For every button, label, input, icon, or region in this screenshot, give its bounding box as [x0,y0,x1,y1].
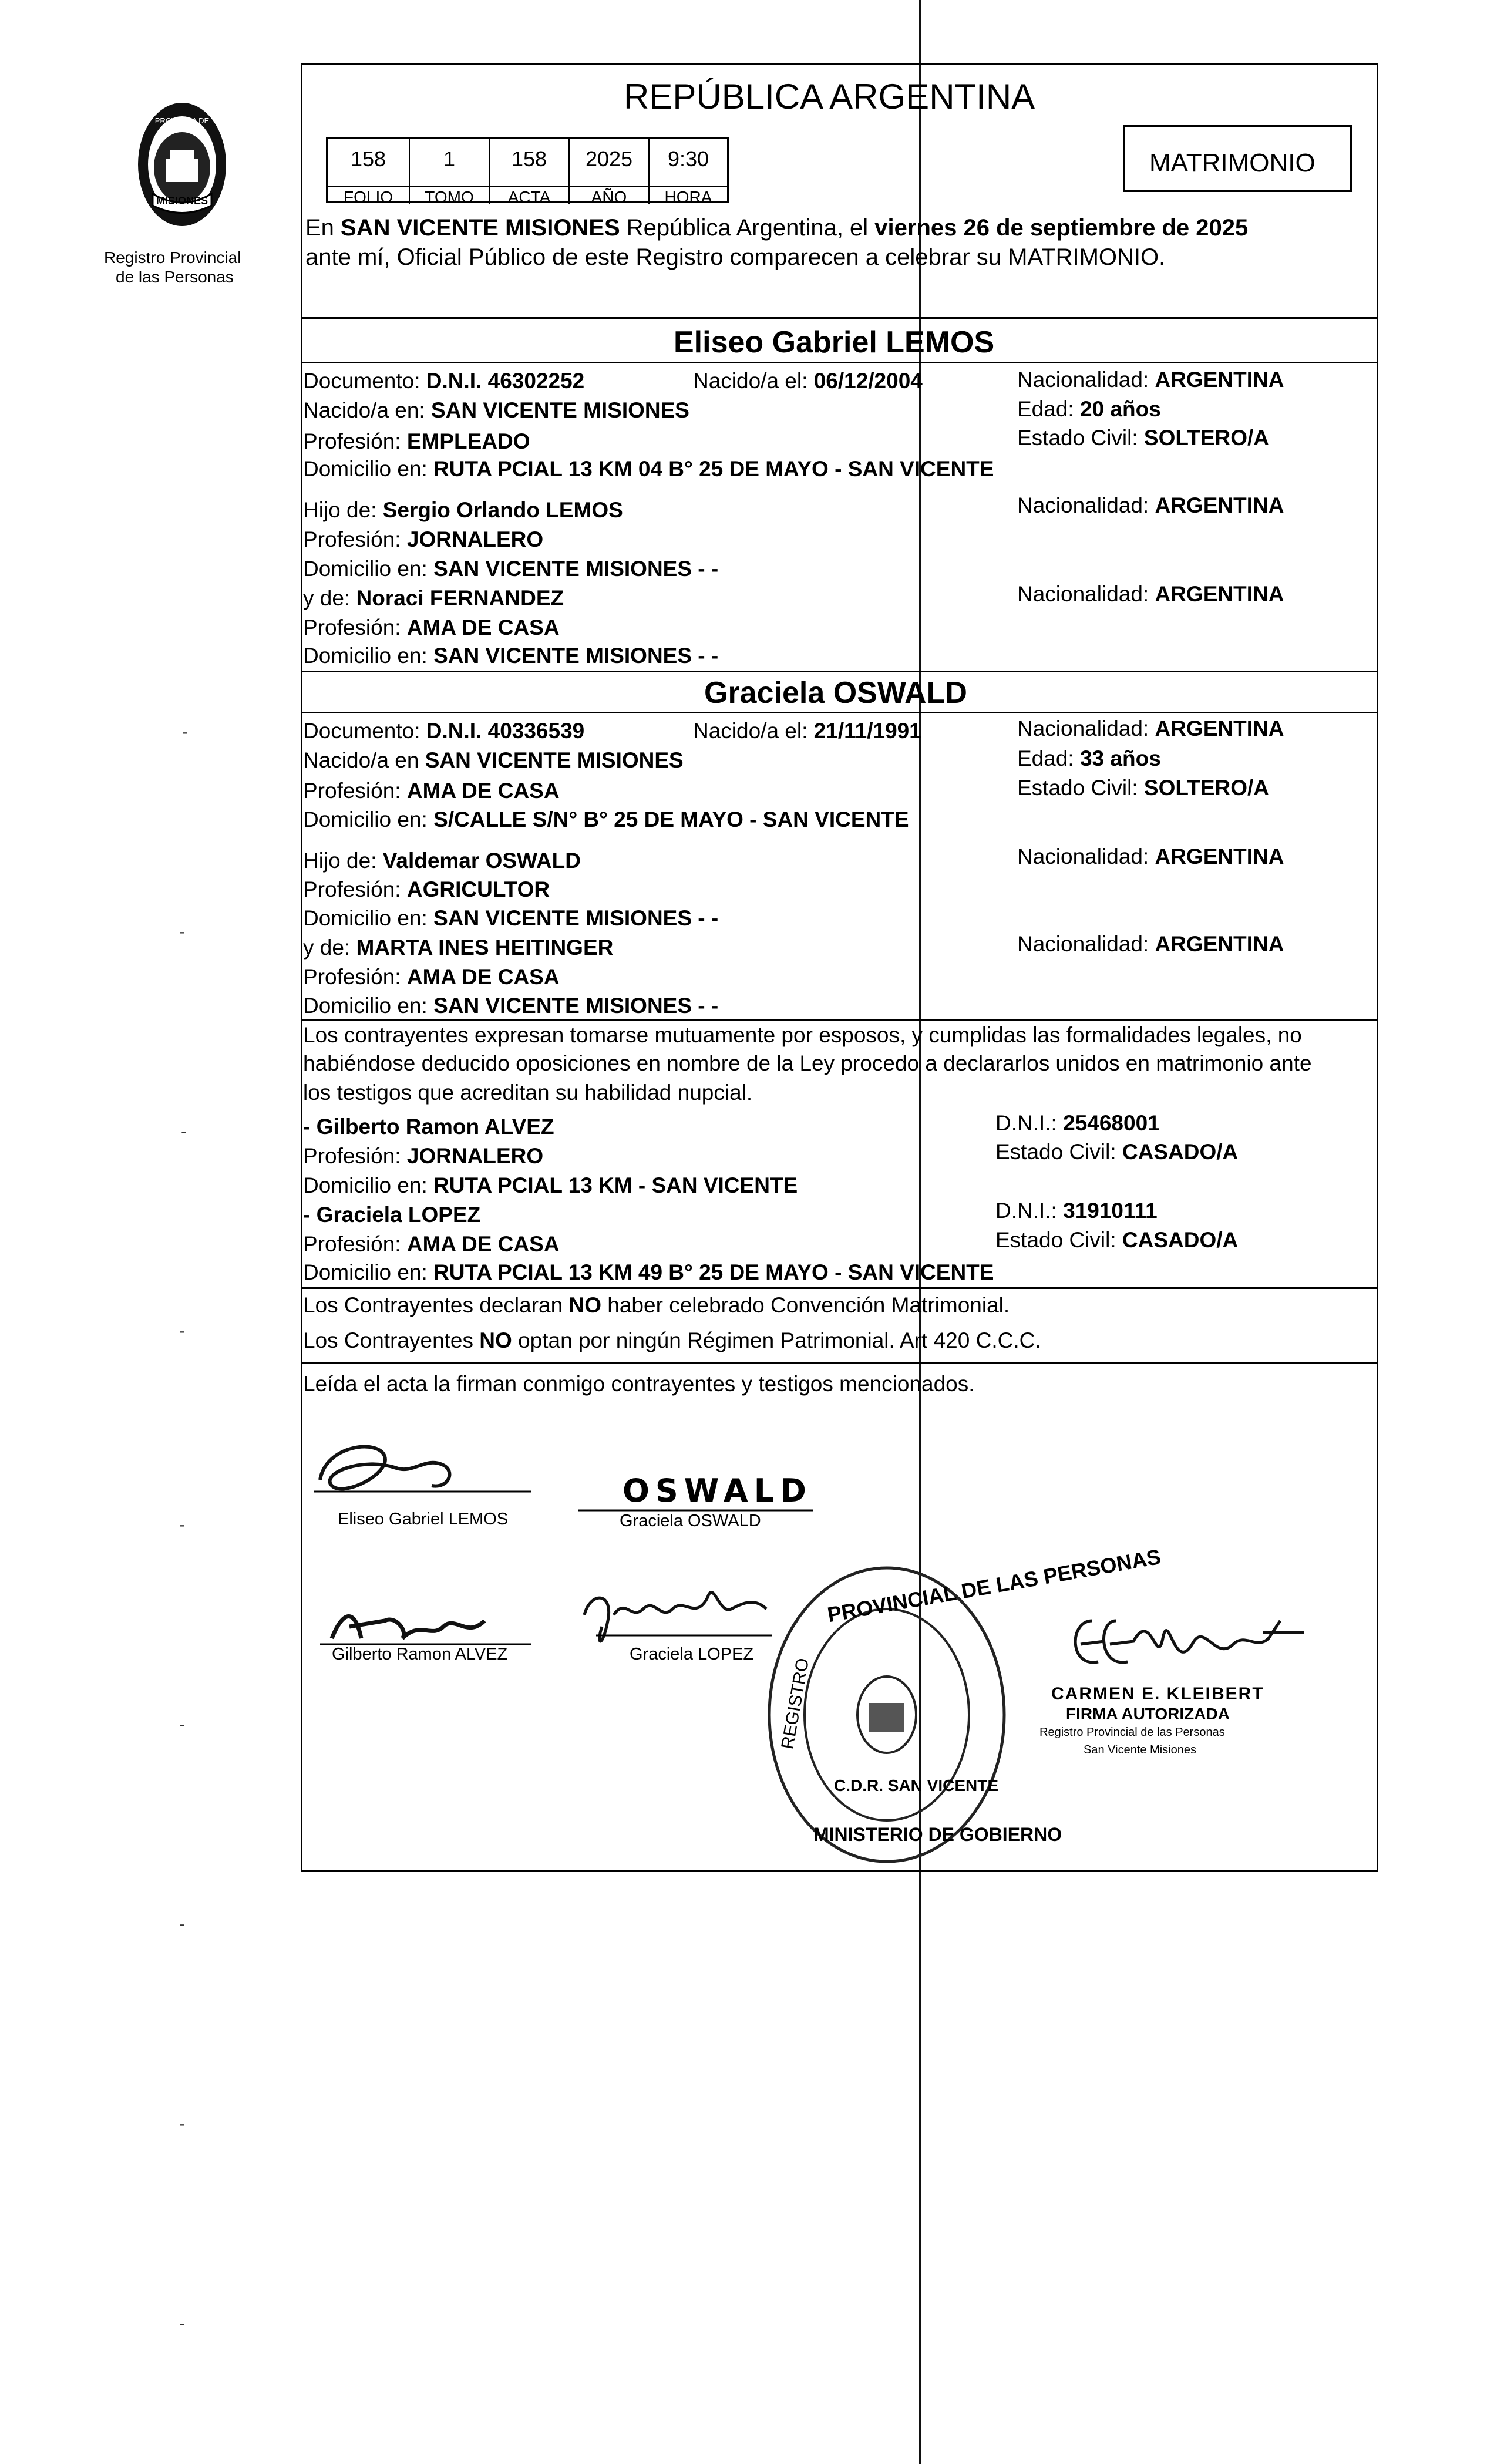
label: Documento: [303,719,426,743]
value: CASADO/A [1122,1228,1239,1252]
spouse1-nationality [1017,369,1284,391]
label: Domicilio en: [303,906,434,930]
text: Los Contrayentes [303,1328,480,1352]
value: ARGENTINA [1155,844,1284,869]
witness2-civil-status [995,1229,1238,1251]
value: AMA DE CASA [406,615,560,639]
spouse1-name: Eliseo Gabriel LEMOS [674,325,995,359]
spouse2-profession [303,780,560,802]
label: Documento: [303,369,426,393]
anio-label: AÑO [570,186,648,207]
margin-mark: - [179,1515,185,1534]
label: Nacionalidad: [1017,493,1155,517]
label: Nacionalidad: [1017,716,1155,740]
value: SAN VICENTE MISIONES - - [433,994,719,1018]
regime-line-2 [303,1329,1041,1351]
anio-value: 2025 [585,147,633,171]
value: CASADO/A [1122,1140,1239,1164]
stamp-outer-top: PROVINCIAL DE LAS PERSONAS [825,1544,1163,1627]
intro-prefix: En [305,215,341,241]
text: haber celebrado Convención Matrimonial. [601,1293,1010,1317]
margin-mark: - [179,1321,185,1341]
spouse1-age [1017,398,1161,420]
value: RUTA PCIAL 13 KM 04 B° 25 DE MAYO - SAN VICENTE [433,457,994,481]
label: Nacionalidad: [1017,932,1155,956]
intro-place: SAN VICENTE MISIONES [341,215,620,241]
label: Domicilio en: [303,1173,434,1197]
value: EMPLEADO [406,429,530,453]
label: Edad: [1017,746,1080,770]
logo-caption-2: de las Personas [116,268,234,286]
intro-country: República Argentina, el [620,215,875,241]
label: Domicilio en: [303,1260,434,1284]
field-anio [568,139,648,204]
regime-line-1 [303,1294,1010,1316]
label: y de: [303,935,356,960]
label: Profesión: [303,527,407,551]
spouse1-mother-nationality [1017,583,1284,605]
spouse2-name: Graciela OSWALD [704,676,967,710]
spouse1-birthdate [693,370,923,392]
label: Nacionalidad: [1017,582,1155,606]
label: Nacionalidad: [1017,844,1155,869]
folio-label: FOLIO [328,186,409,207]
label: Profesión: [303,965,407,989]
spouse2-address [303,809,909,830]
sig-label-oswald: Graciela OSWALD [620,1512,761,1530]
logo-caption-1: Registro Provincial [104,248,241,267]
intro-line-1 [305,216,1248,240]
text: NO [568,1293,601,1317]
declaration-line-2: habiéndose deducido oposiciones en nombre de la Ley procedo a declararlos unidos en matrimonio ante [303,1051,1312,1075]
spouse2-mother-nationality [1017,933,1284,955]
value: SAN VICENTE MISIONES [425,748,684,772]
spouse2-mother-profession [303,966,560,988]
witness1-dni [995,1112,1160,1134]
folio-value: 158 [350,147,386,171]
label: Estado Civil: [1017,776,1144,800]
sig-label-lemos: Eliseo Gabriel LEMOS [338,1510,509,1529]
label: Estado Civil: [1017,426,1144,450]
value: 21/11/1991 [813,719,921,743]
value: ARGENTINA [1155,582,1284,606]
spouse1-father [303,499,623,521]
value: ARGENTINA [1155,932,1284,956]
value: S/CALLE S/N° B° 25 DE MAYO - SAN VICENTE [433,807,909,832]
value: SOLTERO/A [1143,776,1270,800]
witness1-name: - Gilberto Ramon ALVEZ [303,1115,554,1139]
sig-label-lopez: Graciela LOPEZ [630,1645,754,1664]
label: Profesión: [303,877,407,901]
officer-office: Registro Provincial de las Personas [1039,1726,1225,1739]
spouse1-mother-address [303,645,718,667]
record-type: MATRIMONIO [1149,149,1315,177]
spouse1-civil-status [1017,427,1269,449]
label: Estado Civil: [995,1140,1122,1164]
value: 25468001 [1063,1111,1160,1135]
value: AGRICULTOR [406,877,550,901]
value: SAN VICENTE MISIONES [431,398,689,422]
witness2-name: - Graciela LOPEZ [303,1203,481,1227]
spouse2-father-nationality [1017,846,1284,867]
closing-statement: Leída el acta la firman conmigo contrayentes y testigos mencionados. [303,1372,975,1396]
label: Hijo de: [303,498,383,522]
value: MARTA INES HEITINGER [356,935,614,960]
label: Domicilio en: [303,457,434,481]
margin-mark: - [179,922,185,941]
label: Nacido/a en [303,748,425,772]
divider [301,1019,1378,1021]
tomo-label: TOMO [410,186,489,207]
text: optan por ningún Régimen Patrimonial. Art 420 C.C.C. [512,1328,1041,1352]
label: D.N.I.: [995,1111,1064,1135]
sig-hand-oswald: OSWALD [623,1472,812,1509]
page-title: REPÚBLICA ARGENTINA [624,77,1035,116]
hora-label: HORA [650,186,727,207]
value: AMA DE CASA [406,779,560,803]
spouse2-birthplace [303,749,684,771]
value: D.N.I. 40336539 [426,719,585,743]
label: Profesión: [303,615,407,639]
provincial-seal-logo [117,94,247,247]
value: Noraci FERNANDEZ [356,586,564,610]
label: Profesión: [303,1144,407,1168]
label: Domicilio en: [303,557,434,581]
value: RUTA PCIAL 13 KM - SAN VICENTE [433,1173,798,1197]
signature-officer [1057,1586,1315,1685]
spouse1-father-nationality [1017,494,1284,516]
record-type-box [1123,125,1352,192]
divider [301,671,1378,672]
field-acta [489,139,568,204]
label: Estado Civil: [995,1228,1122,1252]
value: SAN VICENTE MISIONES - - [433,557,719,581]
sig-label-alvez: Gilberto Ramon ALVEZ [332,1645,508,1664]
field-folio [328,139,409,204]
declaration-line-3: los testigos que acreditan su habilidad nupcial. [303,1080,753,1105]
label: Nacido/a en: [303,398,432,422]
officer-name: CARMEN E. KLEIBERT [1051,1684,1264,1704]
label: Profesión: [303,429,407,453]
label: Domicilio en: [303,994,434,1018]
spouse2-mother [303,937,613,958]
spouse1-document [303,370,584,392]
margin-mark: - [179,2314,185,2333]
divider [301,712,1378,713]
divider [301,1287,1378,1289]
witness1-address [303,1174,798,1196]
value: ARGENTINA [1155,493,1284,517]
divider [301,1362,1378,1364]
declaration-line-1: Los contrayentes expresan tomarse mutuamente por esposos, y cumplidas las formalidades legales, no [303,1023,1302,1047]
spouse2-document [303,720,584,742]
witness2-dni [995,1200,1158,1221]
intro-date: viernes 26 de septiembre de 2025 [874,215,1249,241]
text: NO [479,1328,512,1352]
spouse1-mother-profession [303,617,560,638]
spouse2-father-address [303,907,718,929]
value: 33 años [1079,746,1161,770]
value: D.N.I. 46302252 [426,369,585,393]
stamp-outer-left: REGISTRO [778,1657,813,1751]
value: SOLTERO/A [1143,426,1270,450]
spouse1-father-address [303,558,718,580]
value: 31910111 [1063,1199,1158,1223]
value: JORNALERO [406,1144,544,1168]
spouse1-father-profession [303,529,543,550]
label: D.N.I.: [995,1199,1064,1223]
value: AMA DE CASA [406,1232,560,1256]
value: RUTA PCIAL 13 KM 49 B° 25 DE MAYO - SAN VICENTE [433,1260,994,1284]
margin-mark: - [179,1715,185,1734]
witness1-civil-status [995,1141,1238,1163]
spouse2-age [1017,748,1161,769]
spouse2-civil-status [1017,777,1269,799]
value: Valdemar OSWALD [382,849,581,873]
seal-text-top: PROVINCIA DE [154,116,210,125]
signature-lemos [308,1433,543,1515]
label: Nacionalidad: [1017,368,1155,392]
spouse1-birthplace [303,399,689,421]
spouse1-profession [303,430,530,452]
divider [301,317,1378,319]
label: Edad: [1017,397,1080,421]
text: Los Contrayentes declaran [303,1293,569,1317]
spouse2-father-profession [303,878,550,900]
value: JORNALERO [406,527,544,551]
value: 06/12/2004 [813,369,923,393]
field-hora [648,139,727,204]
witness2-address [303,1261,994,1283]
spouse2-nationality [1017,718,1284,739]
margin-mark: - [179,1914,185,1934]
officer-role: FIRMA AUTORIZADA [1066,1705,1230,1723]
label: Profesión: [303,779,407,803]
value: ARGENTINA [1155,368,1284,392]
seal-text-bottom: MISIONES [156,195,208,207]
witness1-profession [303,1145,543,1167]
hora-value: 9:30 [667,147,709,171]
stamp-inner: C.D.R. SAN VICENTE [834,1776,999,1795]
divider [301,362,1378,363]
acta-value: 158 [511,147,547,171]
value: AMA DE CASA [406,965,560,989]
intro-line-2: ante mí, Oficial Público de este Registro comparecen a celebrar su MATRIMONIO. [305,244,1166,270]
value: Sergio Orlando LEMOS [382,498,623,522]
value: 20 años [1079,397,1161,421]
value: ARGENTINA [1155,716,1284,740]
value: SAN VICENTE MISIONES - - [433,644,719,668]
spouse2-birthdate [693,720,921,742]
margin-mark: - [181,1122,187,1141]
record-fields [326,137,729,206]
label: Domicilio en: [303,644,434,668]
witness2-profession [303,1233,560,1255]
spouse1-address [303,458,994,480]
label: Profesión: [303,1232,407,1256]
acta-label: ACTA [490,186,568,207]
label: Nacido/a el: [693,369,814,393]
label: Domicilio en: [303,807,434,832]
tomo-value: 1 [443,147,456,171]
spouse2-mother-address [303,995,718,1016]
field-tomo [409,139,489,204]
label: Nacido/a el: [693,719,814,743]
spouse1-mother [303,587,564,609]
margin-mark: - [182,722,188,742]
label: Hijo de: [303,849,383,873]
value: SAN VICENTE MISIONES - - [433,906,719,930]
stamp-outer-bottom: MINISTERIO DE GOBIERNO [813,1824,1062,1845]
margin-mark: - [179,2114,185,2133]
spouse2-father [303,850,581,871]
label: y de: [303,586,356,610]
officer-location: San Vicente Misiones [1084,1743,1196,1756]
